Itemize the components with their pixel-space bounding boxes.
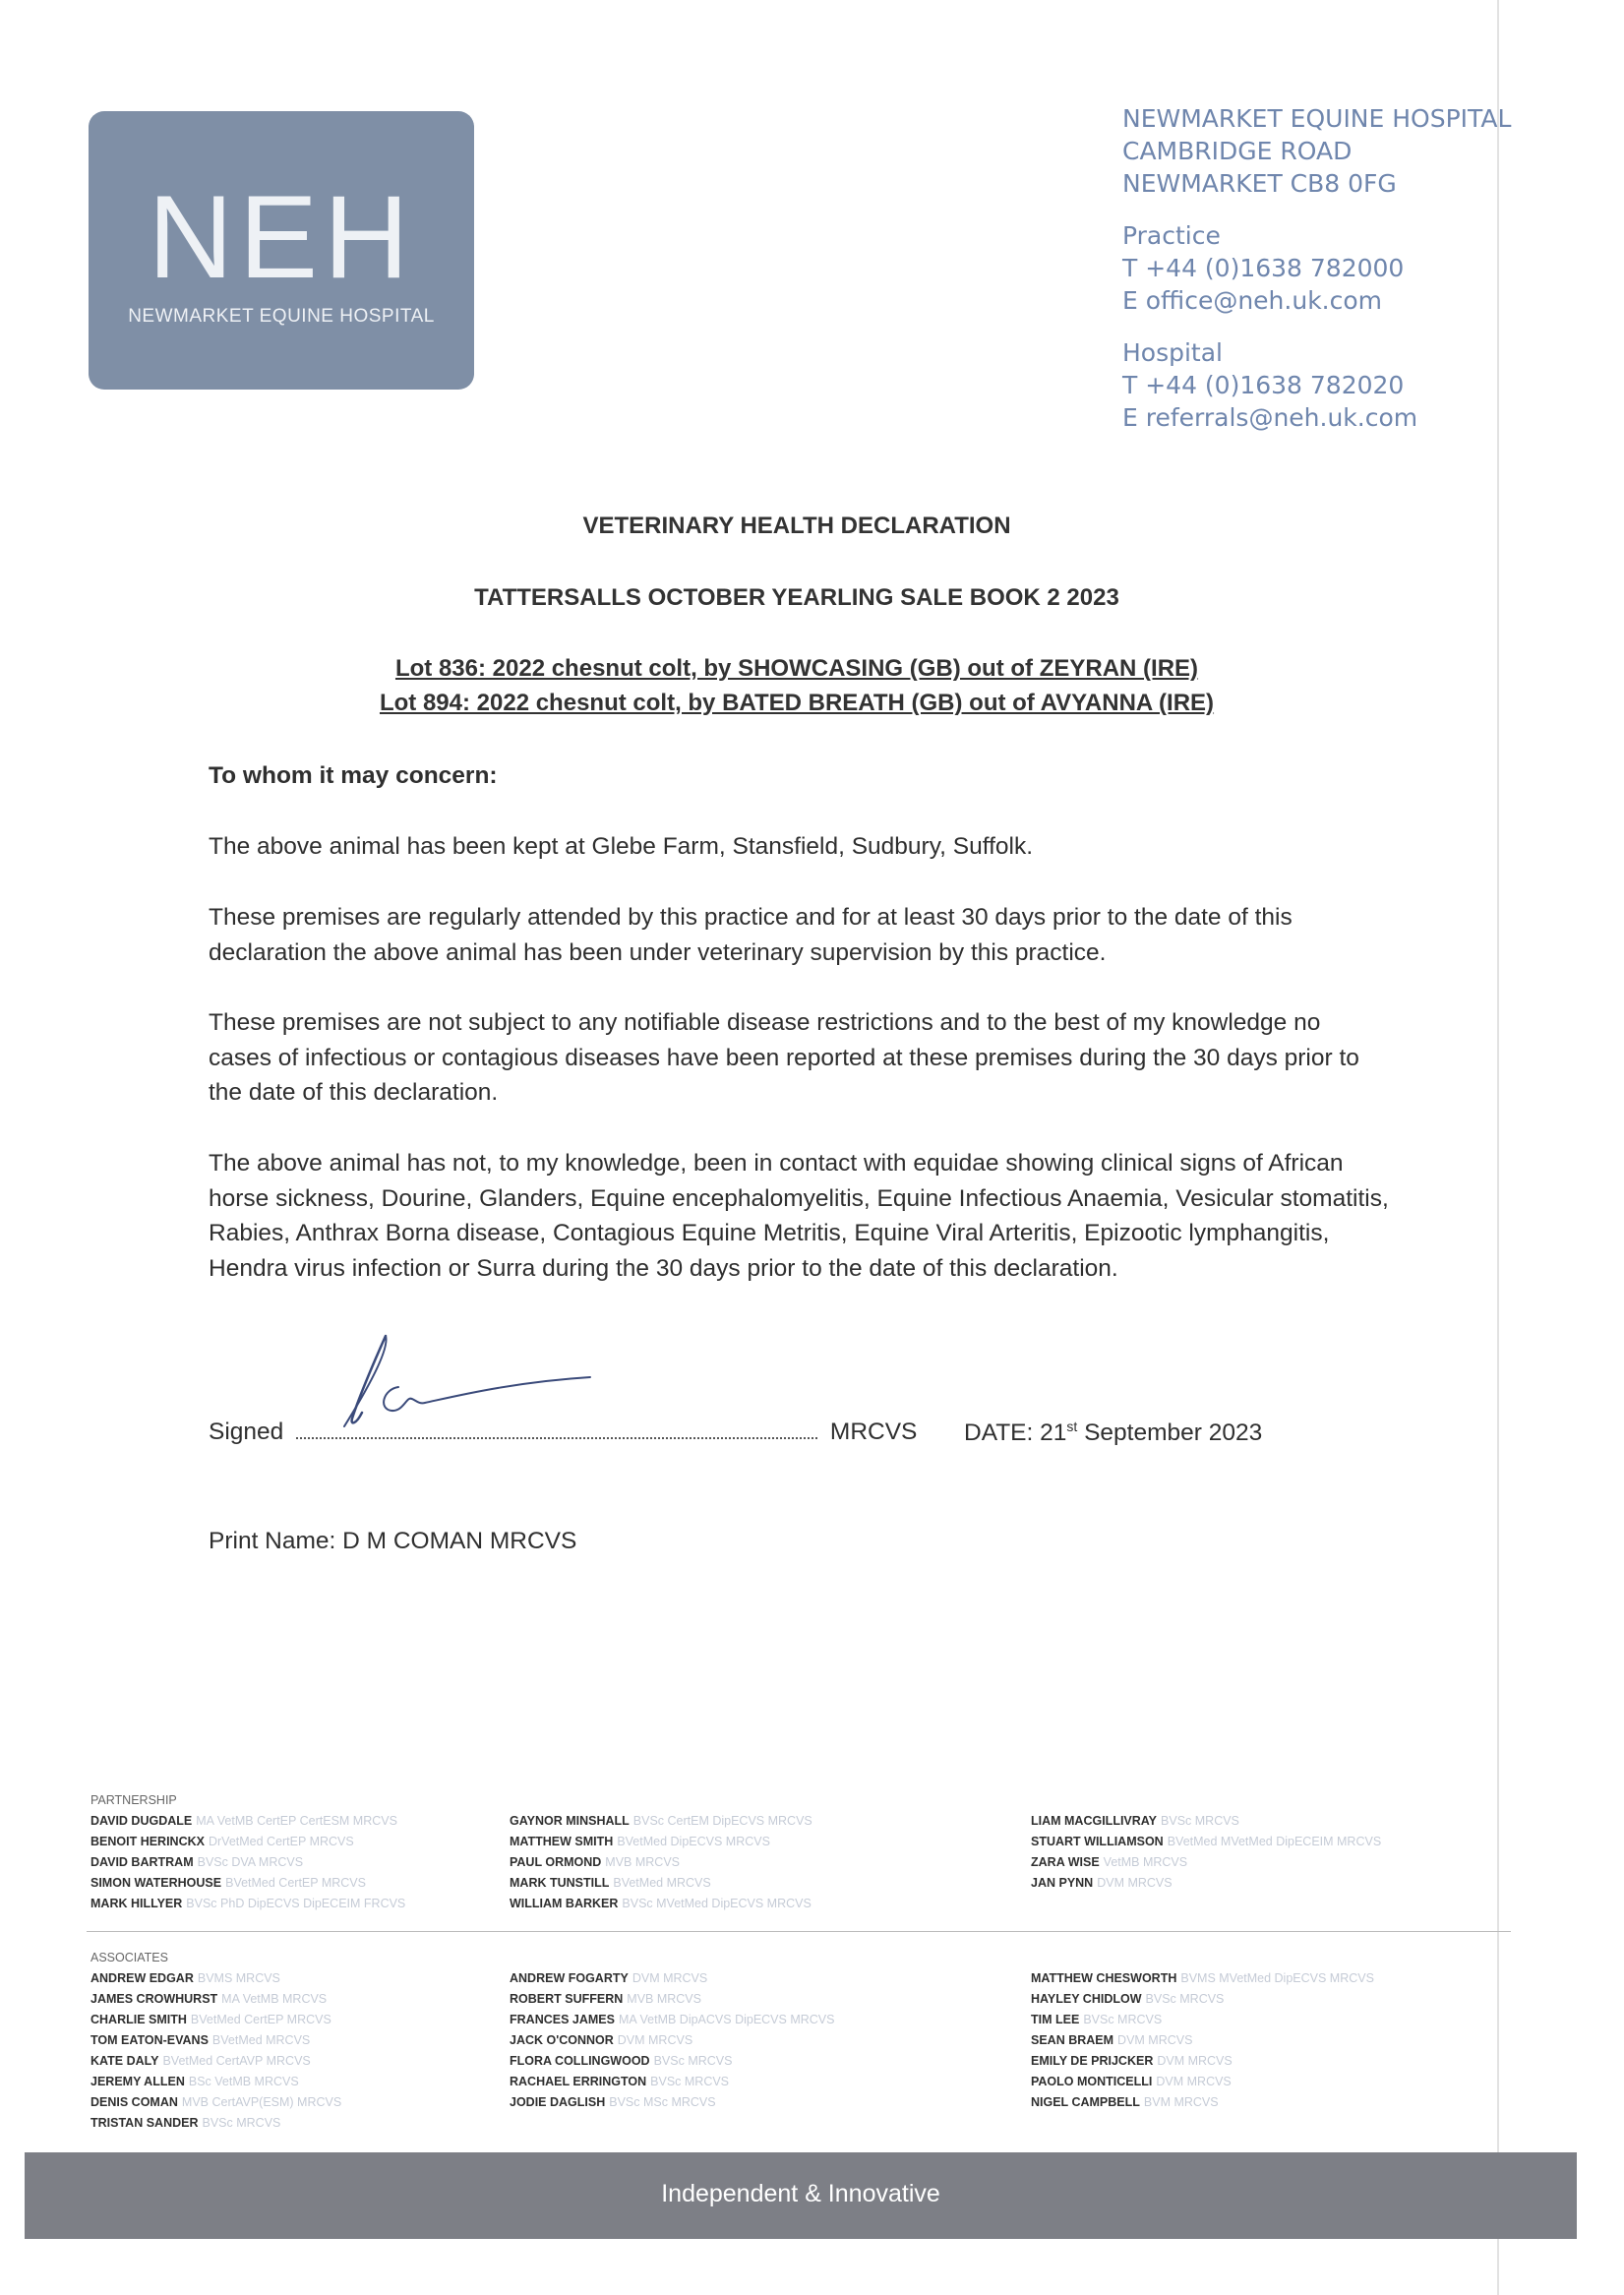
footer-tagline: Independent & Innovative — [661, 2180, 940, 2207]
practice-heading: Practice — [1122, 221, 1221, 250]
staff-qualifications: DVM MRCVS — [632, 1971, 708, 1985]
signature-dotted-line — [296, 1419, 817, 1439]
staff-qualifications: MVB CertAVP(ESM) MRCVS — [181, 2095, 342, 2109]
signed-label: Signed — [209, 1419, 284, 1445]
staff-member — [510, 2030, 834, 2051]
staff-qualifications: DVM MRCVS — [1117, 2033, 1193, 2047]
staff-member — [90, 2092, 341, 2113]
staff-qualifications: BVSc DVA MRCVS — [197, 1855, 304, 1869]
declaration-date — [964, 1419, 1262, 1447]
staff-name: MATTHEW SMITH — [510, 1835, 614, 1848]
partnership-column-3 — [1031, 1811, 1381, 1894]
staff-member — [1031, 1968, 1374, 1989]
staff-qualifications: BVetMed CertAVP MRCVS — [162, 2054, 311, 2068]
staff-name: RACHAEL ERRINGTON — [510, 2075, 647, 2088]
date-ordinal: st — [1066, 1419, 1078, 1434]
contact-block — [1122, 102, 1511, 453]
print-name: Print Name: D M COMAN MRCVS — [209, 1528, 577, 1554]
staff-name: TRISTAN SANDER — [90, 2116, 199, 2130]
staff-name: MARK HILLYER — [90, 1897, 183, 1910]
staff-member — [90, 1989, 341, 2010]
staff-member — [90, 1894, 405, 1914]
logo-subtitle: NEWMARKET EQUINE HOSPITAL — [128, 306, 435, 327]
staff-member — [1031, 1852, 1381, 1873]
staff-member — [90, 2051, 341, 2072]
staff-member — [1031, 2092, 1374, 2113]
staff-member — [90, 2072, 341, 2092]
staff-qualifications: BVSc MRCVS — [202, 2116, 281, 2130]
partnership-heading: PARTNERSHIP — [90, 1793, 177, 1807]
staff-name: ANDREW FOGARTY — [510, 1971, 629, 1985]
staff-qualifications: BVSc MVetMed DipECVS MRCVS — [622, 1897, 812, 1910]
staff-member — [510, 1968, 834, 1989]
staff-member — [1031, 2051, 1374, 2072]
date-prefix: DATE: 21 — [964, 1419, 1067, 1447]
staff-qualifications: DVM MRCVS — [617, 2033, 693, 2047]
lot-list — [0, 651, 1594, 720]
practice-phone: T +44 (0)1638 782000 — [1122, 254, 1405, 282]
address-line: NEWMARKET EQUINE HOSPITAL — [1122, 104, 1512, 133]
staff-qualifications: BVetMed MVetMed DipECEIM MRCVS — [1167, 1835, 1382, 1848]
staff-member — [510, 1873, 812, 1894]
staff-member — [510, 1894, 812, 1914]
staff-name: MARK TUNSTILL — [510, 1876, 610, 1890]
staff-member — [90, 1873, 405, 1894]
staff-name: FRANCES JAMES — [510, 2013, 615, 2026]
staff-member — [90, 1852, 405, 1873]
hospital-email: E referrals@neh.uk.com — [1122, 403, 1418, 432]
staff-name: PAUL ORMOND — [510, 1855, 602, 1869]
staff-qualifications: BVSc MSc MRCVS — [609, 2095, 716, 2109]
staff-name: MATTHEW CHESWORTH — [1031, 1971, 1177, 1985]
staff-name: DAVID BARTRAM — [90, 1855, 194, 1869]
staff-member — [510, 1832, 812, 1852]
staff-qualifications: BVSc MRCVS — [1083, 2013, 1163, 2026]
staff-qualifications: BVSc CertEM DipECVS MRCVS — [632, 1814, 812, 1828]
staff-qualifications: BVetMed CertEP MRCVS — [225, 1876, 366, 1890]
staff-name: ROBERT SUFFERN — [510, 1992, 624, 2006]
staff-qualifications: BVetMed DipECVS MRCVS — [617, 1835, 770, 1848]
staff-qualifications: BVetMed MRCVS — [613, 1876, 711, 1890]
staff-qualifications: MA VetMB MRCVS — [221, 1992, 328, 2006]
associates-heading: ASSOCIATES — [90, 1951, 168, 1964]
staff-name: ANDREW EDGAR — [90, 1971, 194, 1985]
practice-email: E office@neh.uk.com — [1122, 286, 1383, 315]
date-suffix: September 2023 — [1077, 1419, 1263, 1447]
staff-member — [90, 2030, 341, 2051]
greeting: To whom it may concern: — [209, 762, 498, 789]
address-line: NEWMARKET CB8 0FG — [1122, 169, 1397, 198]
staff-member — [90, 1968, 341, 1989]
staff-qualifications: BVetMed MRCVS — [211, 2033, 311, 2047]
staff-qualifications: BVMS MVetMed DipECVS MRCVS — [1180, 1971, 1374, 1985]
paragraph-premises: The above animal has been kept at Glebe Farm, Stansfield, Sudbury, Suffolk. — [209, 833, 1034, 860]
staff-name: SEAN BRAEM — [1031, 2033, 1114, 2047]
staff-qualifications: BVetMed CertEP MRCVS — [190, 2013, 331, 2026]
associates-column-1 — [90, 1948, 341, 2134]
practice-group — [1122, 219, 1511, 317]
staff-member — [1031, 2030, 1374, 2051]
staff-qualifications: BVMS MRCVS — [197, 1971, 280, 1985]
staff-name: JAN PYNN — [1031, 1876, 1094, 1890]
lot-line: Lot 836: 2022 chesnut colt, by SHOWCASING (GB) out of ZEYRAN (IRE) — [394, 655, 1199, 682]
document-subtitle: TATTERSALLS OCTOBER YEARLING SALE BOOK 2 2023 — [474, 584, 1119, 611]
staff-name: STUART WILLIAMSON — [1031, 1835, 1164, 1848]
staff-member — [510, 2092, 834, 2113]
signed-suffix: MRCVS — [829, 1419, 918, 1445]
staff-qualifications: BVM MRCVS — [1143, 2095, 1219, 2109]
staff-name: DAVID DUGDALE — [90, 1814, 193, 1828]
staff-qualifications: DVM MRCVS — [1157, 2054, 1233, 2068]
hospital-heading: Hospital — [1122, 338, 1224, 367]
staff-member — [1031, 1811, 1381, 1832]
logo-letters: NEH — [148, 171, 415, 303]
staff-member — [1031, 2010, 1374, 2030]
staff-member — [510, 1811, 812, 1832]
partnership-column-2 — [510, 1811, 812, 1914]
associates-column-3 — [1031, 1968, 1374, 2113]
staff-name: LIAM MACGILLIVRAY — [1031, 1814, 1158, 1828]
staff-qualifications: MVB MRCVS — [605, 1855, 680, 1869]
staff-qualifications: MVB MRCVS — [627, 1992, 701, 2006]
staff-name: HAYLEY CHIDLOW — [1031, 1992, 1142, 2006]
staff-name: CHARLIE SMITH — [90, 2013, 187, 2026]
staff-qualifications: DVM MRCVS — [1156, 2075, 1232, 2088]
staff-member — [90, 1811, 405, 1832]
staff-qualifications: DVM MRCVS — [1097, 1876, 1173, 1890]
staff-name: EMILY DE PRIJCKER — [1031, 2054, 1154, 2068]
paragraph-supervision: These premises are regularly attended by this practice and for at least 30 days prior to the date of this declaration the above animal has been under veterinary supervision by this practice. — [209, 904, 1293, 966]
staff-name: JODIE DAGLISH — [510, 2095, 606, 2109]
address-group — [1122, 102, 1511, 200]
staff-name: JEREMY ALLEN — [90, 2075, 185, 2088]
paragraph-contact: The above animal has not, to my knowledge, been in contact with equidae showing clinical signs of African horse sickness, Dourine, Glanders, Equine encephalomyelitis, Equine Infectious Anaemia, Vesicular stomatitis, Rabies, Anthrax Borna disease, Contagious Equine Metritis, Equine Viral Arteritis, Epizootic lymphangitis, Hendra virus infection or Surra during the 30 days prior to the date of this declaration. — [209, 1150, 1389, 1282]
staff-qualifications: BVSc MRCVS — [650, 2075, 730, 2088]
hospital-group — [1122, 336, 1511, 434]
staff-qualifications: DrVetMed CertEP MRCVS — [208, 1835, 354, 1848]
staff-qualifications: VetMB MRCVS — [1103, 1855, 1188, 1869]
staff-name: DENIS COMAN — [90, 2095, 178, 2109]
staff-member — [1031, 1873, 1381, 1894]
address-line: CAMBRIDGE ROAD — [1122, 137, 1353, 165]
staff-name: GAYNOR MINSHALL — [510, 1814, 630, 1828]
staff-member — [510, 2010, 834, 2030]
staff-member — [510, 1989, 834, 2010]
staff-name: TOM EATON-EVANS — [90, 2033, 209, 2047]
lot-line: Lot 894: 2022 chesnut colt, by BATED BREATH (GB) out of AVYANNA (IRE) — [379, 690, 1215, 716]
staff-qualifications: MA VetMB CertEP CertESM MRCVS — [196, 1814, 397, 1828]
staff-name: JAMES CROWHURST — [90, 1992, 218, 2006]
staff-member — [1031, 1989, 1374, 2010]
staff-name: FLORA COLLINGWOOD — [510, 2054, 650, 2068]
partnership-column-1 — [90, 1790, 405, 1914]
footer-bar — [25, 2152, 1577, 2239]
document-title: VETERINARY HEALTH DECLARATION — [582, 513, 1011, 539]
staff-member — [90, 1832, 405, 1852]
staff-name: ZARA WISE — [1031, 1855, 1100, 1869]
staff-qualifications: BVSc MRCVS — [1161, 1814, 1239, 1828]
staff-name: PAOLO MONTICELLI — [1031, 2075, 1153, 2088]
staff-name: TIM LEE — [1031, 2013, 1080, 2026]
staff-divider — [87, 1931, 1511, 1932]
neh-logo — [89, 111, 474, 390]
staff-qualifications: BVSc MRCVS — [653, 2054, 733, 2068]
staff-member — [510, 1852, 812, 1873]
staff-name: BENOIT HERINCKX — [90, 1835, 205, 1848]
paragraph-restrictions: These premises are not subject to any notifiable disease restrictions and to the best of my knowledge no cases of infectious or contagious diseases have been reported at these premises during the 30 days prior to the date of this declaration. — [209, 1009, 1359, 1106]
staff-name: WILLIAM BARKER — [510, 1897, 619, 1910]
staff-member — [1031, 2072, 1374, 2092]
staff-name: NIGEL CAMPBELL — [1031, 2095, 1140, 2109]
staff-member — [90, 2010, 341, 2030]
signed-line — [209, 1419, 917, 1446]
hospital-phone: T +44 (0)1638 782020 — [1122, 371, 1405, 399]
staff-name: SIMON WATERHOUSE — [90, 1876, 222, 1890]
staff-member — [510, 2051, 834, 2072]
staff-name: KATE DALY — [90, 2054, 159, 2068]
staff-member — [510, 2072, 834, 2092]
staff-qualifications: MA VetMB DipACVS DipECVS MRCVS — [618, 2013, 835, 2026]
staff-qualifications: BVSc PhD DipECVS DipECEIM FRCVS — [186, 1897, 406, 1910]
associates-column-2 — [510, 1968, 834, 2113]
staff-member — [90, 2113, 341, 2134]
staff-name: JACK O'CONNOR — [510, 2033, 614, 2047]
staff-qualifications: BVSc MRCVS — [1145, 1992, 1225, 2006]
staff-qualifications: BSc VetMB MRCVS — [188, 2075, 299, 2088]
staff-member — [1031, 1832, 1381, 1852]
